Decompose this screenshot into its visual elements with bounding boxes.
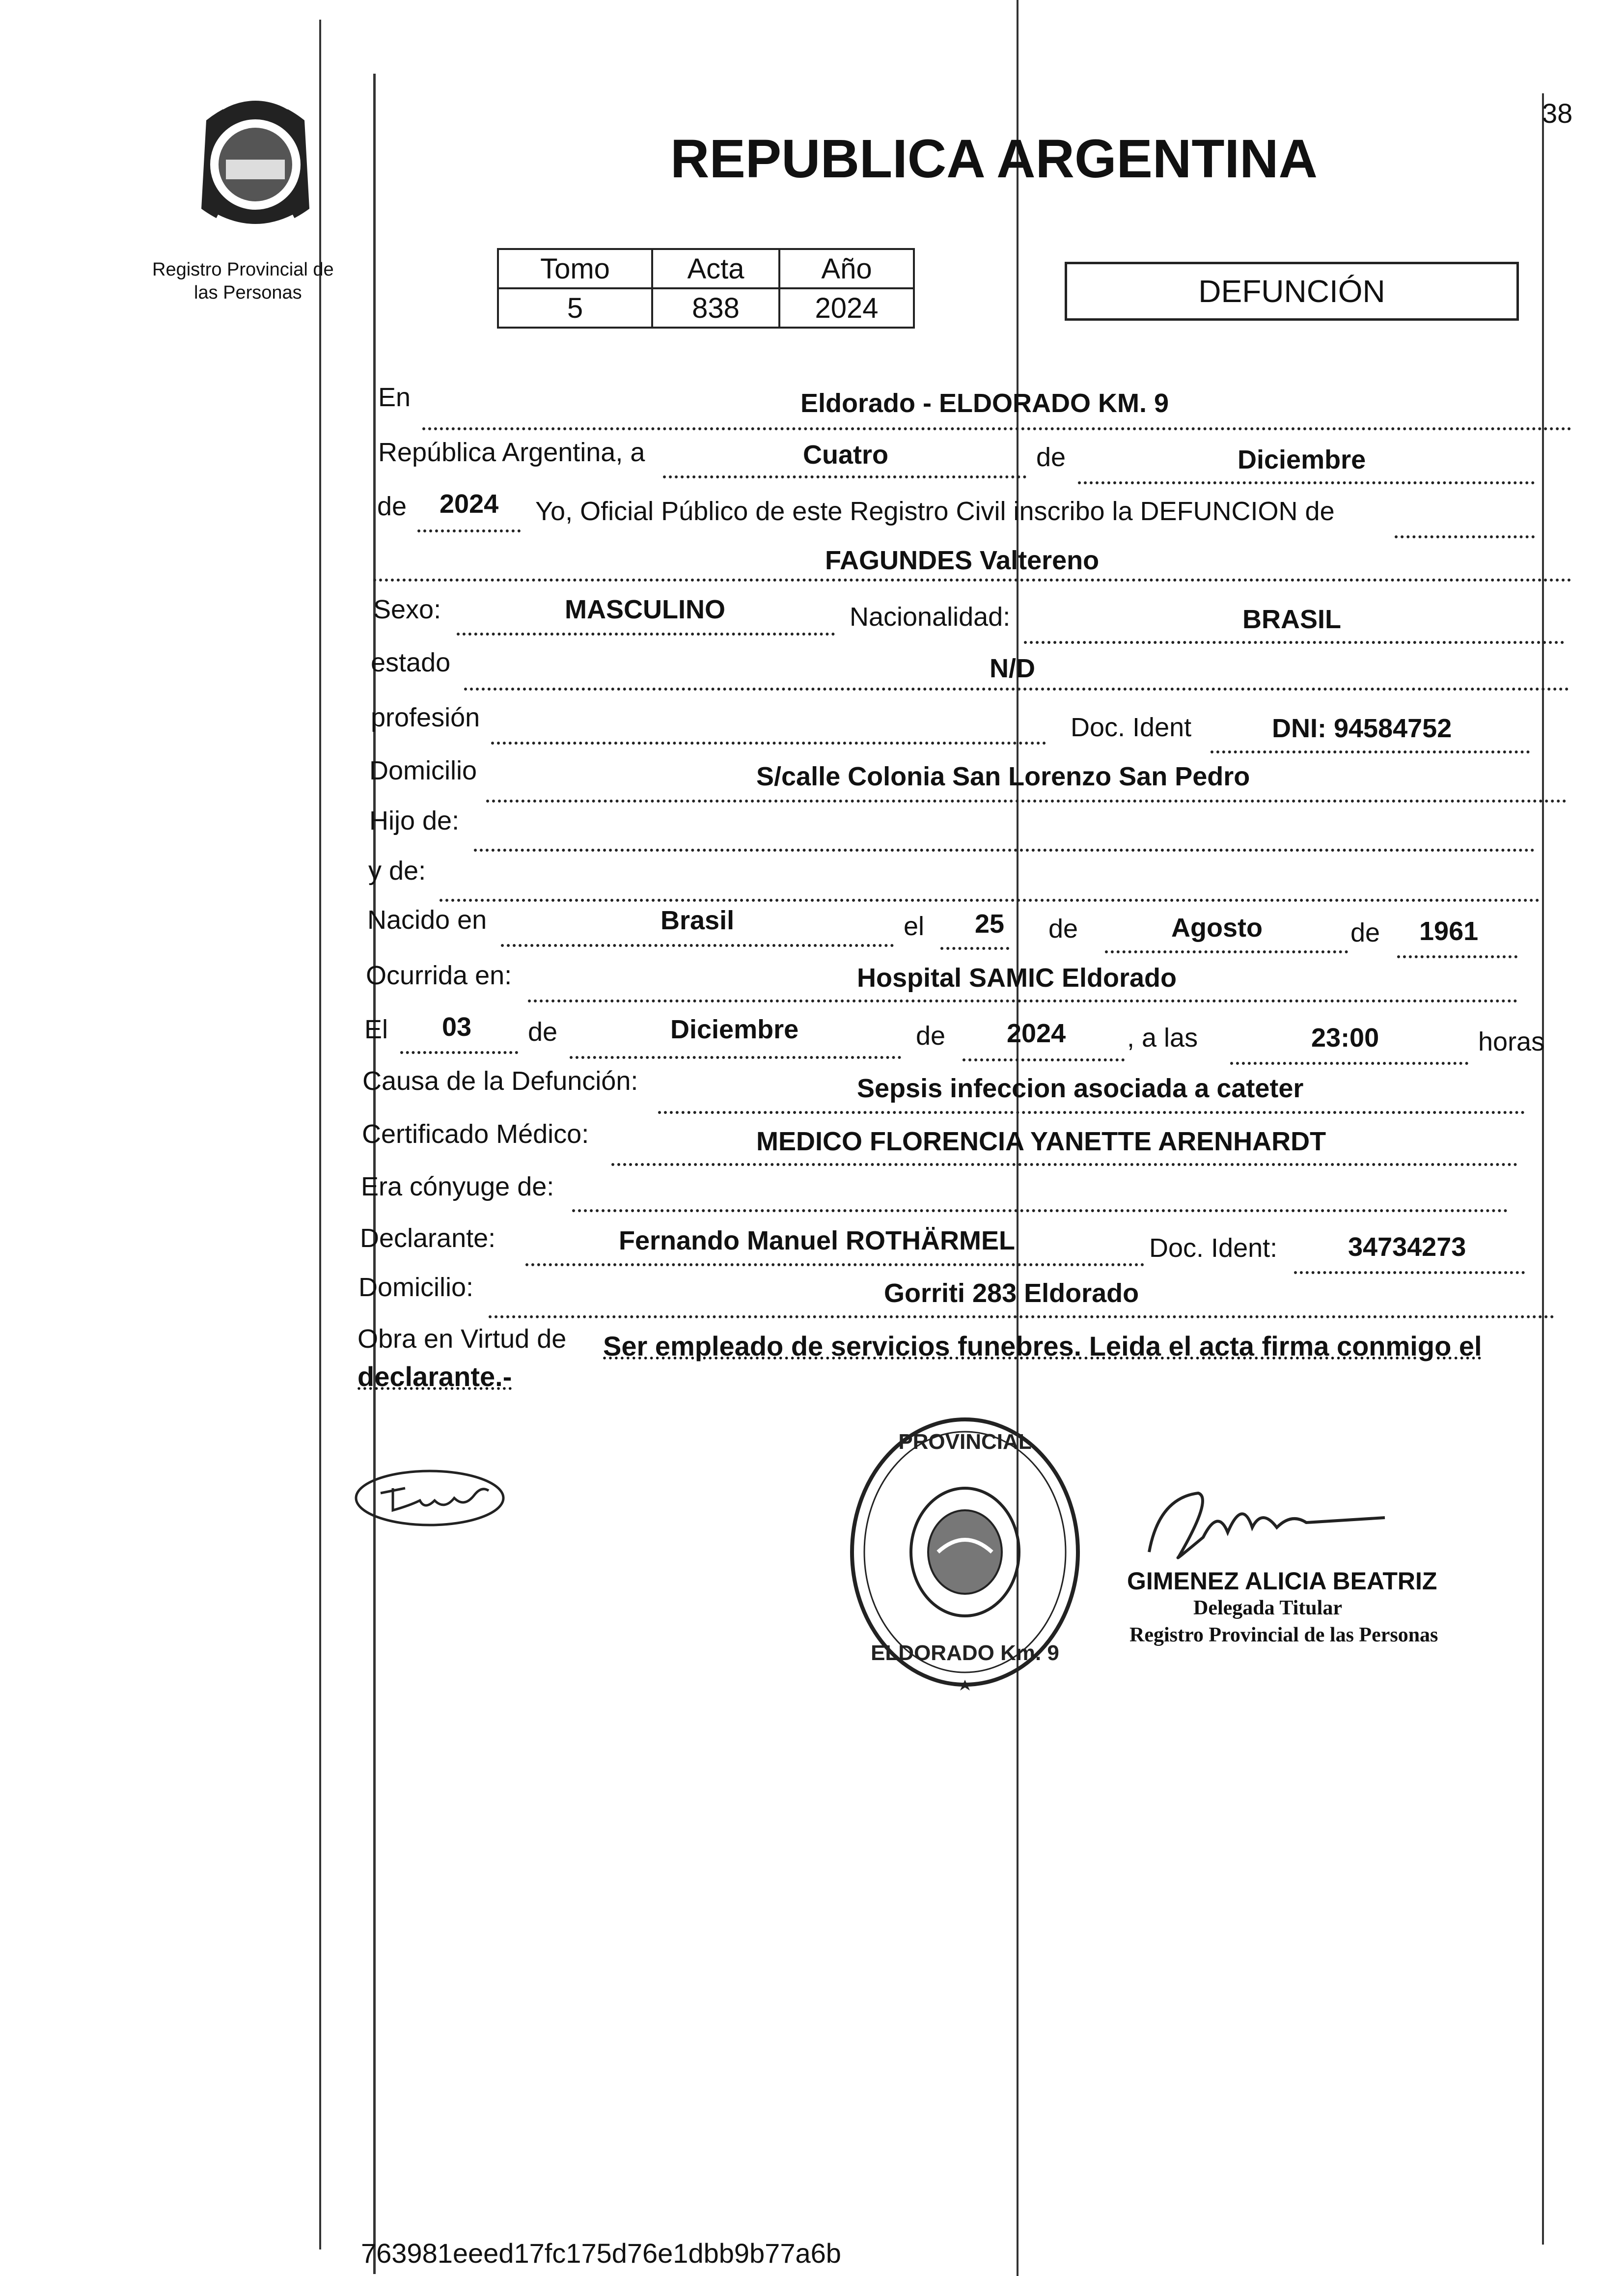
death-month-line	[570, 1056, 901, 1059]
svg-text:PROVINCIAL: PROVINCIAL	[898, 1430, 1032, 1454]
birth-month-line	[1105, 950, 1348, 953]
nacido-value: Brasil	[661, 906, 735, 935]
record-type: DEFUNCIÓN	[1198, 274, 1385, 309]
registry-seal	[837, 1405, 1093, 1709]
sexo-line	[457, 633, 835, 636]
death-day: 03	[442, 1012, 472, 1042]
cert-value: MEDICO FLORENCIA YANETTE ARENHARDT	[756, 1127, 1326, 1156]
birth-day-line	[940, 947, 1009, 950]
year-prefix: de	[377, 492, 407, 521]
ano-header: Año	[779, 249, 914, 288]
birth-year: 1961	[1419, 916, 1479, 946]
declarante-doc: 34734273	[1348, 1232, 1466, 1262]
de-label-5: de	[916, 1021, 946, 1051]
causa-label: Causa de la Defunción:	[362, 1066, 638, 1096]
reference-table	[497, 248, 915, 329]
obra-value-1: Ser empleado de servicios funebres. Leida el acta firma conmigo el	[603, 1331, 1482, 1361]
official-signature	[1129, 1478, 1404, 1577]
sexo-label: Sexo:	[373, 595, 441, 624]
el-label: el	[904, 912, 925, 941]
estado-line	[464, 688, 1569, 691]
obra-label: Obra en Virtud de	[358, 1324, 567, 1354]
birth-day: 25	[975, 909, 1005, 939]
el-label-2: El	[364, 1015, 388, 1044]
death-time: 23:00	[1311, 1023, 1379, 1053]
estado-value: N/D	[990, 654, 1035, 683]
conyuge-label: Era cónyuge de:	[361, 1172, 554, 1201]
declarante-value: Fernando Manuel ROTHÄRMEL	[619, 1226, 1015, 1255]
horas-label: horas	[1478, 1027, 1545, 1056]
name-value: FAGUNDES Valtereno	[825, 546, 1100, 575]
nacionalidad-label: Nacionalidad:	[850, 602, 1011, 632]
ocurrida-line	[528, 999, 1517, 1002]
nacido-label: Nacido en	[367, 905, 487, 935]
acta-header: Acta	[652, 249, 779, 288]
official-name: GIMENEZ ALICIA BEATRIZ	[1127, 1567, 1437, 1595]
declarante-line	[525, 1263, 1144, 1266]
year-value: 2024	[440, 489, 499, 519]
page-number: 38	[1542, 98, 1573, 129]
month-value: Diciembre	[1238, 445, 1366, 474]
month-line	[1078, 481, 1535, 484]
province-logo	[177, 86, 334, 243]
right-margin-line	[1542, 93, 1544, 2245]
seal-outer-text	[845, 1719, 859, 1720]
acta-value: 838	[652, 288, 779, 328]
ocurrida-label: Ocurrida en:	[366, 961, 512, 990]
declarante-doc-line	[1294, 1271, 1525, 1274]
doc-ident-label: Doc. Ident	[1071, 713, 1192, 742]
cert-line	[611, 1163, 1517, 1166]
page-title: REPUBLICA ARGENTINA	[670, 129, 1318, 189]
tomo-header: Tomo	[498, 249, 652, 288]
birth-year-line	[1397, 955, 1517, 958]
profesion-line	[491, 742, 1046, 745]
doc-ident-value: DNI: 94584752	[1272, 714, 1452, 743]
estado-label: estado	[371, 648, 451, 677]
de-label-4: de	[528, 1017, 558, 1047]
causa-line	[658, 1111, 1525, 1114]
yde-label: y de:	[368, 856, 426, 886]
domicilio-value-2: Gorriti 283 Eldorado	[884, 1278, 1139, 1308]
day-value: Cuatro	[803, 440, 888, 470]
day-line	[663, 475, 1026, 478]
death-month: Diciembre	[670, 1015, 799, 1044]
de-label: de	[1036, 443, 1066, 472]
domicilio-line	[486, 800, 1567, 803]
birth-month: Agosto	[1171, 913, 1263, 943]
registry-label-1: Registro Provincial de	[152, 259, 334, 280]
rep-label: República Argentina, a	[378, 438, 645, 467]
en-line	[422, 427, 1571, 430]
oficial-line	[1395, 535, 1535, 538]
causa-value: Sepsis infeccion asociada a cateter	[857, 1074, 1304, 1103]
year-line	[417, 529, 521, 532]
de-label-3: de	[1350, 918, 1380, 947]
yde-line	[440, 899, 1540, 902]
domicilio-label: Domicilio	[369, 756, 477, 785]
en-value: Eldorado - ELDORADO KM. 9	[800, 389, 1169, 418]
doc-ident-label-2: Doc. Ident:	[1149, 1233, 1278, 1263]
domicilio-line-2	[489, 1315, 1554, 1318]
ano-value: 2024	[779, 288, 914, 328]
death-year: 2024	[1007, 1019, 1066, 1048]
declarant-signature	[351, 1466, 508, 1540]
nacido-line	[501, 944, 894, 947]
sexo-value: MASCULINO	[565, 595, 725, 624]
death-day-line	[400, 1051, 518, 1054]
footer-hash: 763981eeed17fc175d76e1dbb9b77a6b	[361, 2238, 841, 2269]
hijo-line	[474, 849, 1535, 852]
cert-label: Certificado Médico:	[362, 1119, 589, 1149]
conyuge-line	[572, 1209, 1508, 1212]
de-label-2: de	[1048, 914, 1078, 944]
left-margin-line	[319, 20, 321, 2249]
registry-label-2: las Personas	[194, 282, 302, 303]
profesion-label: profesión	[371, 703, 480, 732]
nacionalidad-value: BRASIL	[1242, 605, 1341, 634]
record-type-box	[1065, 262, 1519, 321]
ocurrida-value: Hospital SAMIC Eldorado	[857, 963, 1177, 993]
svg-text:ELDORADO Km. 9: ELDORADO Km. 9	[871, 1641, 1059, 1665]
doc-ident-line	[1211, 750, 1530, 753]
nacionalidad-line	[1024, 641, 1564, 644]
tomo-value: 5	[498, 288, 652, 328]
death-time-line	[1230, 1062, 1468, 1065]
alas-label: , a las	[1127, 1023, 1198, 1053]
hijo-label: Hijo de:	[369, 806, 460, 835]
declarante-label: Declarante:	[360, 1223, 496, 1253]
official-registry: Registro Provincial de las Personas	[1129, 1624, 1438, 1646]
official-role: Delegada Titular	[1193, 1597, 1342, 1619]
domicilio-label-2: Domicilio:	[358, 1273, 474, 1302]
oficial-text: Yo, Oficial Público de este Registro Civil inscribo la DEFUNCION de	[535, 497, 1335, 526]
domicilio-value: S/calle Colonia San Lorenzo San Pedro	[756, 762, 1250, 791]
name-line	[373, 579, 1571, 582]
obra-value-2: declarante.-	[358, 1361, 512, 1392]
death-year-line	[963, 1058, 1125, 1061]
en-label: En	[378, 383, 411, 412]
